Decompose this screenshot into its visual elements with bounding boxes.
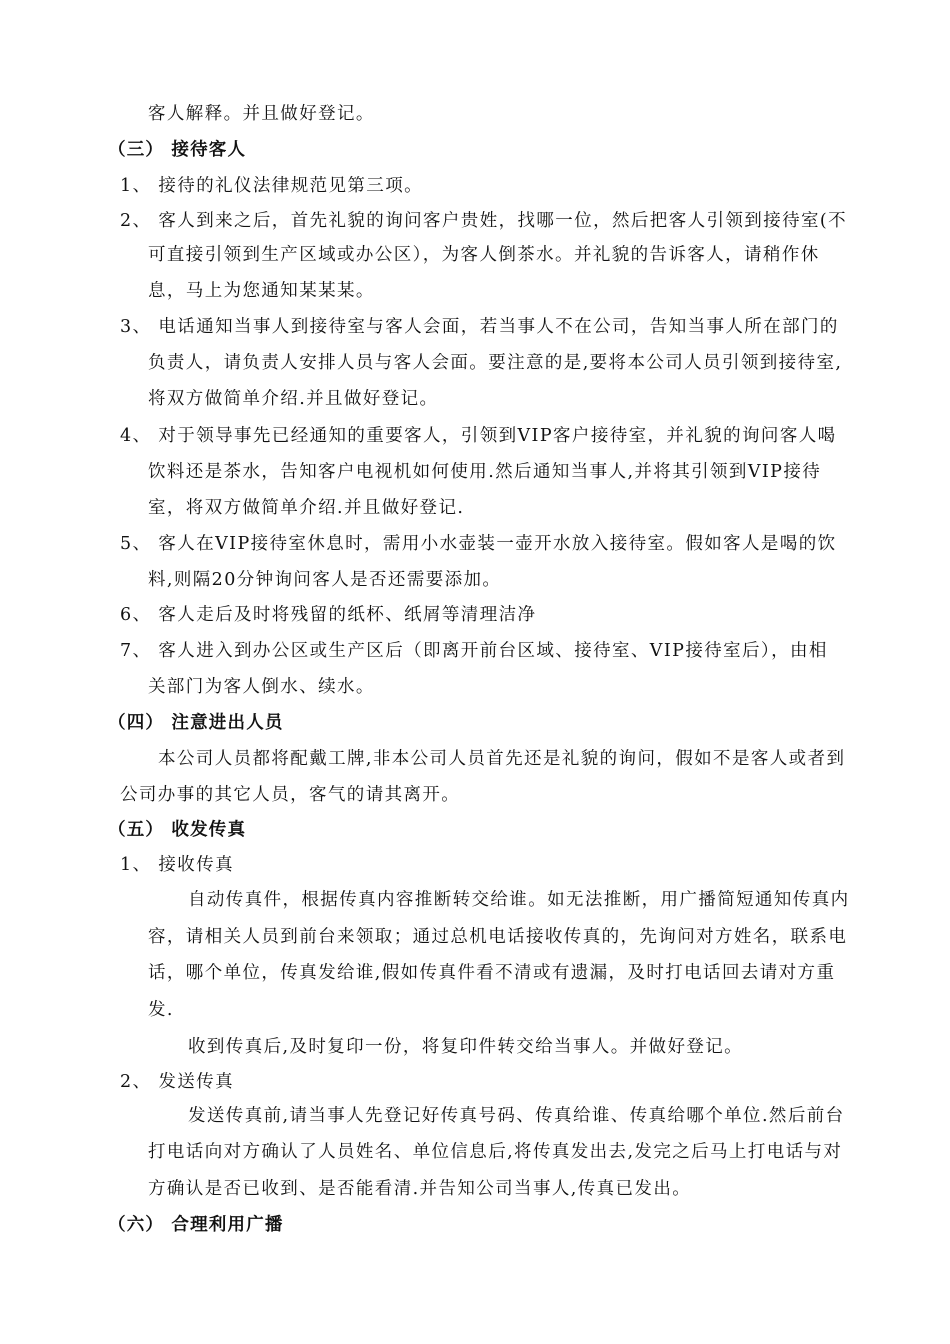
section-5-sub-2-para-line-3: 方确认是否已收到、是否能看清.并告知公司当事人,传真已发出。 [148,1179,692,1199]
intro-tail-text: 客人解释。并且做好登记。 [148,104,375,124]
section-5-sub-2-heading: 2、 发送传真 [120,1072,234,1092]
section-4-heading: （四） 注意进出人员 [108,713,284,733]
section-3-item-3-line-2: 负责人，请负责人安排人员与客人会面。要注意的是,要将本公司人员引领到接待室, [148,353,843,373]
section-5-sub-1-para-2: 收到传真后,及时复印一份，将复印件转交给当事人。并做好登记。 [188,1037,744,1057]
section-3-item-4-line-1: 4、 对于领导事先已经通知的重要客人，引领到VIP客户接待室，并礼貌的询问客人喝 [120,426,837,446]
section-3-item-1: 1、 接待的礼仪法律规范见第三项。 [120,176,423,196]
section-5-sub-2-para-line-2: 打电话向对方确认了人员姓名、单位信息后,将传真发出去,发完之后马上打电话与对 [148,1142,843,1162]
section-5-sub-1-para-line-4: 发. [148,1000,174,1020]
section-5-sub-1-para-line-2: 容，请相关人员到前台来领取；通过总机电话接收传真的，先询问对方姓名，联系电 [148,927,848,947]
section-3-item-2-line-2: 可直接引领到生产区域或办公区），为客人倒茶水。并礼貌的告诉客人，请稍作休 [148,245,820,265]
section-3-item-7-line-1: 7、 客人进入到办公区或生产区后（即离开前台区域、接待室、VIP接待室后），由相 [120,641,828,661]
section-3-item-5-line-2: 料,则隔20分钟询问客人是否还需要添加。 [148,570,502,590]
section-5-sub-1-para-line-1: 自动传真件，根据传真内容推断转交给谁。如无法推断，用广播简短通知传真内 [188,890,850,910]
section-5-heading: （五） 收发传真 [108,820,247,840]
section-3-item-2-line-3: 息，马上为您通知某某某。 [148,281,375,301]
section-5-sub-1-para-line-3: 话，哪个单位，传真发给谁,假如传真件看不清或有遗漏，及时打电话回去请对方重 [148,963,836,983]
section-4-para-line-1: 本公司人员都将配戴工牌,非本公司人员首先还是礼貌的询问，假如不是客人或者到 [158,749,846,769]
section-5-sub-2-para-line-1: 发送传真前,请当事人先登记好传真号码、传真给谁、传真给哪个单位.然后前台 [188,1106,845,1126]
section-4-para-line-2: 公司办事的其它人员，客气的请其离开。 [120,785,461,805]
section-3-item-6: 6、 客人走后及时将残留的纸杯、纸屑等清理洁净 [120,605,537,625]
section-3-heading: （三） 接待客人 [108,140,247,160]
section-3-item-4-line-3: 室，将双方做简单介绍.并且做好登记. [148,498,465,518]
section-3-item-4-line-2: 饮料还是茶水，告知客户电视机如何使用.然后通知当事人,并将其引领到VIP接待 [148,462,822,482]
section-6-heading: （六） 合理利用广播 [108,1215,284,1235]
section-5-sub-1-heading: 1、 接收传真 [120,855,234,875]
section-3-item-5-line-1: 5、 客人在VIP接待室休息时，需用小水壶装一壶开水放入接待室。假如客人是喝的饮 [120,534,837,554]
section-3-item-3-line-3: 将双方做简单介绍.并且做好登记。 [148,389,439,409]
section-3-item-3-line-1: 3、 电话通知当事人到接待室与客人会面，若当事人不在公司，告知当事人所在部门的 [120,317,839,337]
section-3-item-2-line-1: 2、 客人到来之后，首先礼貌的询问客户贵姓，找哪一位，然后把客人引领到接待室(不 [120,211,848,231]
section-3-item-7-line-2: 关部门为客人倒水、续水。 [148,677,375,697]
